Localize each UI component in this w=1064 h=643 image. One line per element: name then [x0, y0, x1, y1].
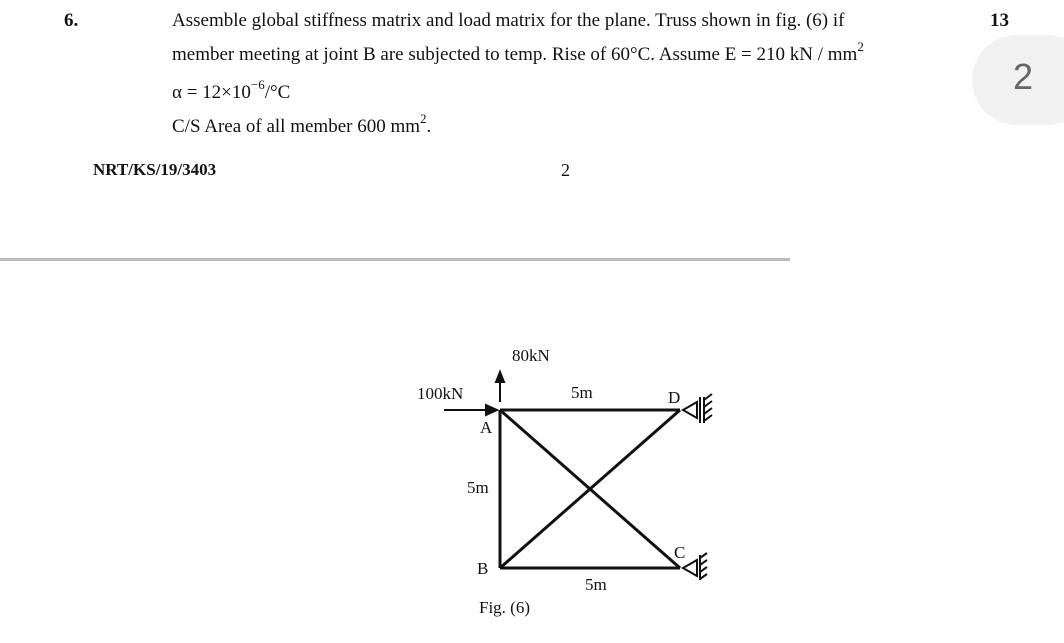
- figure-caption: Fig. (6): [479, 598, 530, 617]
- marks: 13: [990, 10, 1009, 31]
- superscript: −6: [250, 77, 265, 92]
- load-100kn: 100kN: [417, 384, 464, 403]
- superscript: 2: [857, 39, 864, 54]
- superscript: 2: [420, 111, 427, 126]
- alpha-text: α = 12×10: [172, 82, 251, 103]
- top-length: 5m: [571, 383, 593, 402]
- line2-text: member meeting at joint B are subjected to temp. Rise of 60°C. Assume E = 210 kN / mm: [172, 44, 858, 65]
- unit: /°C: [264, 82, 291, 103]
- paper-code: NRT/KS/19/3403: [93, 160, 217, 179]
- joint-d-label: D: [668, 388, 681, 407]
- joint-c-label: C: [674, 543, 686, 562]
- page-badge-number: 2: [1013, 56, 1034, 97]
- bottom-length: 5m: [585, 575, 607, 594]
- page-number: 2: [561, 160, 570, 180]
- side-length: 5m: [467, 478, 489, 497]
- arrow-80kn-head: [496, 372, 504, 382]
- joint-a-label: A: [480, 418, 493, 437]
- question-line-1: Assemble global stiffness matrix and load matrix for the plane. Truss shown in fig. (6) if: [172, 10, 845, 31]
- area-text: C/S Area of all member 600 mm: [172, 116, 421, 137]
- joint-b-label: B: [477, 559, 489, 578]
- question-number: 6.: [64, 10, 79, 31]
- load-80kn: 80kN: [512, 346, 550, 365]
- arrow-100kn-head: [486, 405, 497, 415]
- support-c-icon: [683, 553, 707, 580]
- support-d-icon: [683, 394, 712, 423]
- period: .: [426, 116, 432, 137]
